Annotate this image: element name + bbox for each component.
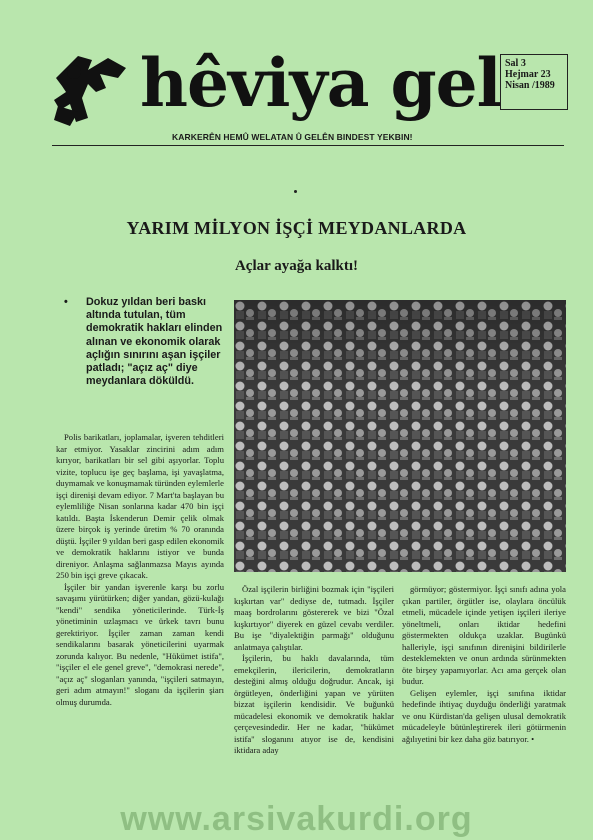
column-paragraph: Gelişen eylemler, işçi sınıfına iktidar hedefinde ihtiyaç duyduğu önderliği yaratmak ve onu Kürdistan'da gelişen ulusal demokratik mücadeleyle bütünleştirerek ileri götürmenin ağılıyetini bir kez daha göz batırıyor. • (402, 687, 566, 744)
column-paragraph: Polis barikatları, joplamalar, işveren tehditleri kar etmiyor. Yasaklar zincirini adım adım kırıyor, barikatları bir sel gibi aşıyorlar. Toplu vizite, toplucu işe geç başlama, işi yavaşlatma, duymamak ve konuşmamak türünden eylemlerle işçi direnişi devam ediyor. 7 Mart'ta başlayan bu eylemliliğe Nisan sonlarına kadar 470 bin işçi katıldı. Başta İskenderun Demir çelik olmak üzere birçok iş yerinde üretim % 70 oranında düştü. İşçiler 9 yıldan beri gasp edilen ekonomik ve demokratik haklarını istiyor ve bunda direniyor. Anlaşma sağlanmazsa Mayıs ayında 250 bin işçi greve çıkacak. (56, 432, 224, 580)
archive-watermark: www.arsivakurdi.org (120, 800, 473, 838)
crowd-photo (234, 300, 566, 572)
article-lead (64, 296, 224, 388)
article-headline: YARIM MİLYON İŞÇİ MEYDANLARDA (126, 218, 467, 238)
column-paragraph: görmüyor; göstermiyor. İşçi sınıfı adına yola çıkan partiler, örgütler ise, olaylara öncülük etmeli, mücadele içinde yetişen işçileri ileriye yöneltmeli, onları iktidar hedefini göstermekten oldukça uzaklar. Bugünkü halleriyle, işçi sınıfının direnişini bildirilerle desteklemekten ve onun ardında sürünmekten öte birşey yapamıyorlar. Acı ama gerçek olan budur. (402, 584, 566, 686)
header-divider (52, 145, 564, 146)
article-column-1 (56, 432, 224, 708)
masthead-title: hêviya gel (140, 44, 501, 122)
column-paragraph: Özal işçilerin birliğini bozmak için "işçileri kışkırtan var" dediyse de, tutmadı. İşçiler maaş bordrolarını göstererek ve bizi "Özal kışkırtıyor" diyerek en güzel cevabı verdiler. Bu işe "diyalektiğin parmağı" olduğunu anlatmaya çalıştılar. (234, 584, 394, 652)
bullet-icon: • (64, 296, 68, 308)
lead-text: Dokuz yıldan beri baskı altında tutulan, tüm demokratik hakları elinden alınan ve ekonomik olarak açlığın sınırını aşan işçiler patladı; "açız aç" diye meydanlara döküldü. (86, 296, 223, 388)
issue-info-box (500, 54, 568, 110)
issue-year: Sal 3 (505, 58, 526, 69)
article-column-2 (234, 584, 394, 757)
print-dot (294, 190, 297, 193)
article-column-3 (402, 584, 566, 745)
masthead-slogan: KARKERÊN HEMÛ WELATAN Û GELÊN BINDEST YEKBIN! (172, 132, 413, 142)
issue-date: Nisan /1989 (505, 80, 555, 91)
column-paragraph: İşçiler bir yandan işverenle karşı bu zorlu savaşımı yürütürken; diğer yandan, gözü-kulağı "kendi" sendika yöneticilerinde. Türk-İş yönetiminin uzlaşmacı ve ürkek tavrı bunu gerektiriyor. İşçiler zaman zaman kendi sendikalarını basarak yöneticilerini uyarmak zorunda kalıyor. Bu nedenle, "Hükümet istifa", "işçiler el ele genel greve", "demokrasi nerede", "açız aç" sloganları yanında, "işçileri satmayın, geri adım atmayın!" sloganı da işçilerin şiarı olmuş durumda. (56, 581, 224, 707)
issue-number: Hejmar 23 (505, 69, 551, 80)
worker-figure-logo (48, 48, 130, 128)
article-subheadline: Açlar ayağa kalktı! (234, 258, 359, 274)
column-paragraph: İşçilerin, bu haklı davalarında, tüm emekçilerin, ilericilerin, demokratların desteğini almış olduğu doğrudur. Ancak, işi örgütleyen, önderliğini yapan ve yürüten bizzat işçilerin kendisidir. Ve buğunkü mücadelesi ekonomik ve demokratik haklar çerçevesindedir. Her ne kadar, "hükümet istifa" sloganını atıyor ise de, kendisini iktidara aday (234, 653, 394, 755)
